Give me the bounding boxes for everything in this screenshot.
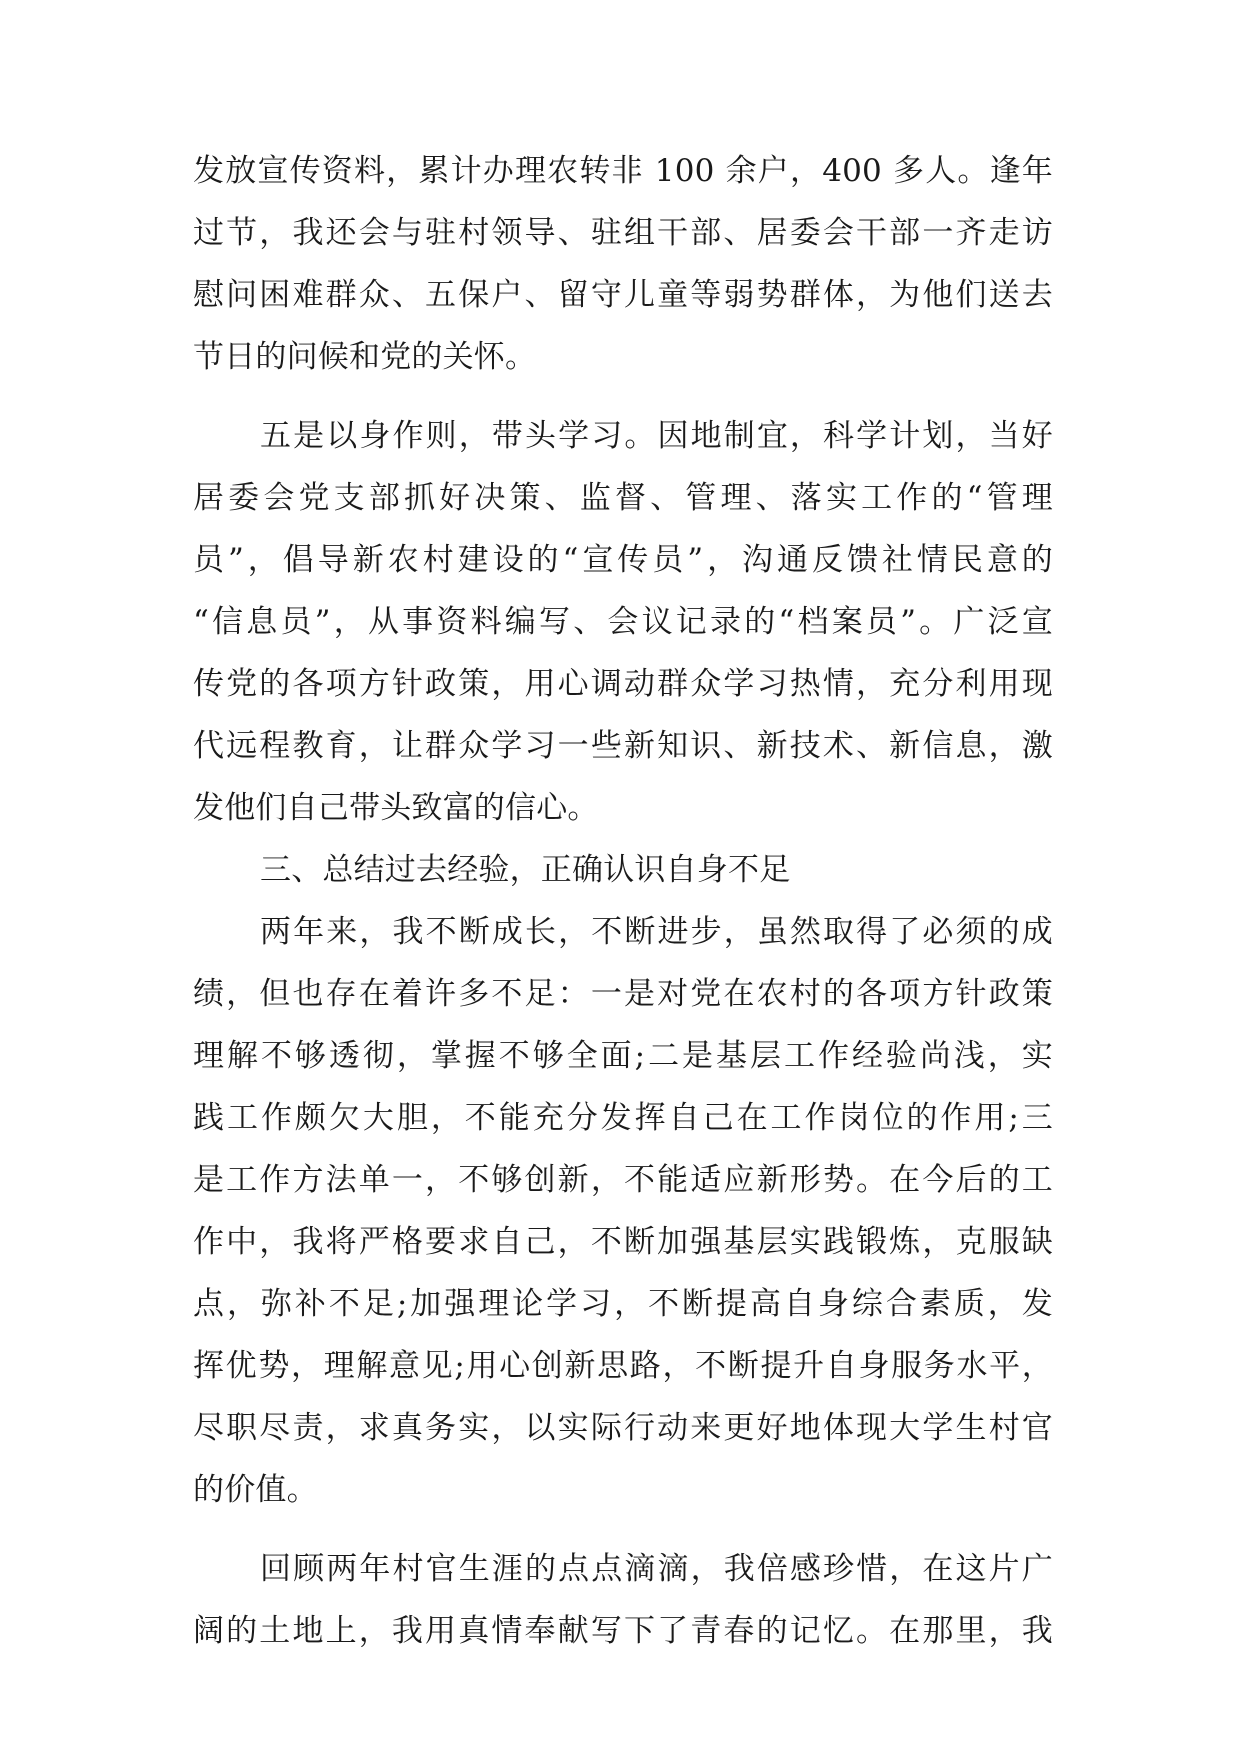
text-line: 挥优势，理解意见;用心创新思路，不断提升自身服务水平， [193, 1348, 1053, 1384]
text-line: 发他们自己带头致富的信心。 [193, 790, 599, 826]
text-line: 居委会党支部抓好决策、监督、管理、落实工作的“管理 [193, 480, 1053, 516]
text-line: 五是以身作则，带头学习。因地制宜，科学计划，当好 [260, 418, 1053, 454]
text-line: 阔的土地上，我用真情奉献写下了青春的记忆。在那里，我 [193, 1613, 1053, 1649]
document-page [193, 140, 1053, 1662]
text-line: 代远程教育，让群众学习一些新知识、新技术、新信息，激 [193, 728, 1053, 764]
text-line: 点，弥补不足;加强理论学习，不断提高自身综合素质，发 [193, 1286, 1053, 1322]
paragraph-shortcomings [193, 901, 1053, 1521]
text-line: 是工作方法单一，不够创新，不能适应新形势。在今后的工 [193, 1162, 1053, 1198]
paragraph-outreach-continued [193, 140, 1053, 388]
text-line: 发放宣传资料，累计办理农转非 100 余户，400 多人。逢年 [193, 153, 1053, 189]
text-line: 两年来，我不断成长，不断进步，虽然取得了必须的成 [260, 914, 1053, 950]
text-line: 过节，我还会与驻村领导、驻组干部、居委会干部一齐走访 [193, 215, 1053, 251]
text-line: 慰问困难群众、五保户、留守儿童等弱势群体，为他们送去 [193, 277, 1053, 313]
text-line: 理解不够透彻，掌握不够全面;二是基层工作经验尚浅，实 [193, 1038, 1053, 1074]
section-heading [193, 839, 1053, 901]
text-line: 作中，我将严格要求自己，不断加强基层实践锻炼，克服缺 [193, 1224, 1053, 1260]
text-line: 践工作颇欠大胆，不能充分发挥自己在工作岗位的作用;三 [193, 1100, 1053, 1136]
text-line: 传党的各项方针政策，用心调动群众学习热情，充分利用现 [193, 666, 1053, 702]
paragraph-reflection [193, 1538, 1053, 1662]
text-line: 的价值。 [193, 1472, 318, 1508]
paragraph-lead-by-example [193, 405, 1053, 839]
text-line: 尽职尽责，求真务实，以实际行动来更好地体现大学生村官 [193, 1410, 1053, 1446]
text-line: 绩，但也存在着许多不足：一是对党在农村的各项方针政策 [193, 976, 1053, 1012]
text-line: 回顾两年村官生涯的点点滴滴，我倍感珍惜，在这片广 [260, 1551, 1053, 1587]
heading-line: 三、总结过去经验，正确认识自身不足 [260, 852, 791, 888]
text-line: 节日的问候和党的关怀。 [193, 339, 537, 375]
text-line: “信息员”，从事资料编写、会议记录的“档案员”。广泛宣 [193, 604, 1053, 640]
text-line: 员”，倡导新农村建设的“宣传员”，沟通反馈社情民意的 [193, 542, 1053, 578]
